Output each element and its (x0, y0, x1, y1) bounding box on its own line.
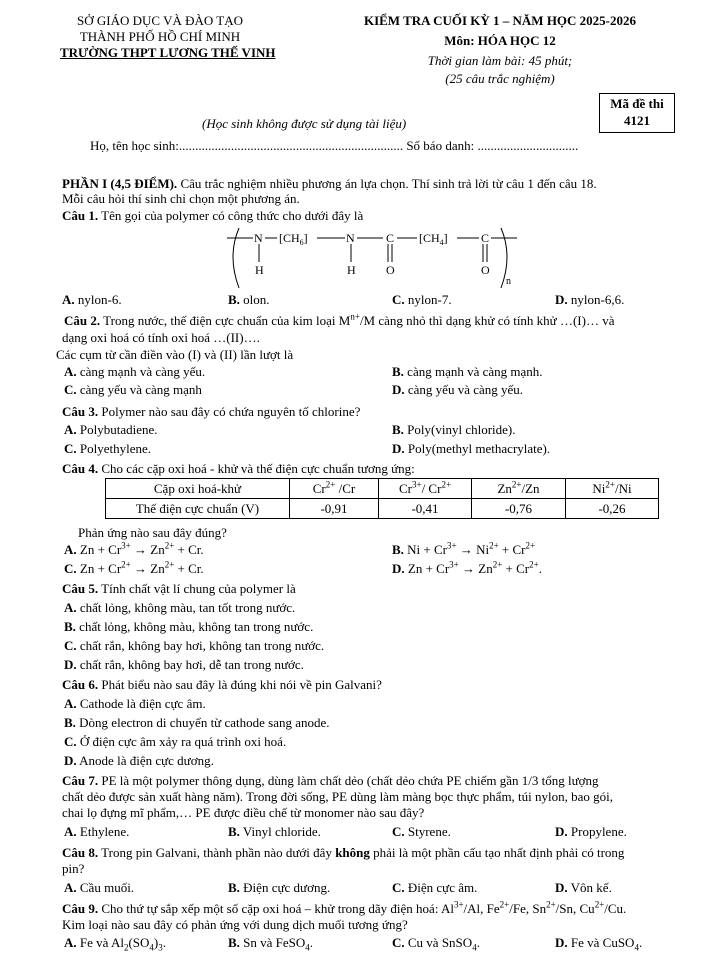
part1-instructions (62, 176, 687, 191)
exam-subject: Môn: HÓA HỌC 12 (444, 33, 556, 48)
table-header-potential: Thế điện cực chuẩn (V) (106, 499, 290, 519)
q1-option-d[interactable]: D. nylon-6,6. (555, 292, 625, 307)
table-cell-zn: $Zn^{2+}/Zn$ (472, 479, 566, 499)
part1-title: PHẦN I (4,5 ĐIỂM). (62, 176, 178, 191)
q1-label: Câu 1. (62, 208, 99, 223)
q4-stem: Câu 4. Cho các cặp oxi hoá - khử và thế điện cực chuẩn tương ứng: (62, 461, 415, 476)
part1-text: Câu trắc nghiệm nhiều phương án lựa chọn. Thí sinh trả lời từ câu 1 đến câu 18. (177, 176, 597, 191)
q9-stem: Câu 9. Cho thứ tự sắp xếp một số cặp oxi hoá – khử trong dãy điện hoá: $Al^{3+}/Al$, $Fe^{2+}/Fe$, $Sn^{2+}/Sn$, $Cu^{2+}/Cu$. (62, 899, 627, 916)
school-name: TRƯỜNG THPT LƯƠNG THẾ VINH (60, 45, 276, 60)
q5-label: Câu 5. (62, 581, 99, 596)
q4-question: Phản ứng nào sau đây đúng? (78, 525, 227, 540)
q1-atom-c1: C (386, 231, 395, 245)
q2-label: Câu 2. (64, 313, 101, 328)
table-cell-ni: $Ni^{2+}/Ni$ (566, 479, 659, 499)
q6-label: Câu 6. (62, 677, 99, 692)
q3-option-a[interactable]: A. Polybutadiene. (64, 422, 158, 437)
q6-option-d[interactable]: D. Anode là điện cực dương. (64, 753, 214, 768)
q7-stem-3: chai lọ đựng mĩ phẩm,… PE được điều chế từ monomer nào sau đây? (62, 805, 425, 820)
q5-option-d[interactable]: D. chất rắn, không bay hơi, dễ tan trong nước. (64, 657, 304, 672)
no-materials-note: (Học sinh không được sử dụng tài liệu) (202, 116, 407, 131)
table-cell-cr2: $Cr^{2+}$ /Cr (290, 479, 379, 499)
q1-atom-n2: N (346, 231, 355, 245)
exam-code-box (599, 93, 675, 133)
q2-option-d[interactable]: D. càng yếu và càng yếu. (392, 382, 524, 397)
q4-option-d[interactable]: D. $Zn + Cr^{3+} \to Zn^{2+} + Cr^{2+}$. (392, 559, 542, 576)
q1-subscript-n: n (506, 276, 511, 287)
q1-option-a[interactable]: A. nylon-6. (62, 292, 122, 307)
q7-stem-2: chất dẻo được sản xuất hàng năm). Trong đời sống, PE dùng làm màng bọc thực phẩm, túi nylon, bao gói, (62, 789, 614, 804)
exam-code-label: Mã đề thi (610, 96, 664, 111)
q6-stem: Câu 6. Phát biểu nào sau đây là đúng khi nói về pin Galvani? (62, 677, 382, 692)
q1-polymer-formula (225, 224, 525, 292)
city-name: THÀNH PHỐ HỒ CHÍ MINH (79, 29, 241, 44)
table-value: -0,41 (379, 499, 472, 519)
q6-option-c[interactable]: C. Ở điện cực âm xảy ra quá trình oxi hoá. (64, 734, 287, 749)
q7-option-c[interactable]: C. Styrene. (392, 824, 451, 839)
q4-option-c[interactable]: C. $Zn + Cr^{2+} \to Zn^{2+} + Cr$. (64, 559, 204, 576)
q7-stem: Câu 7. PE là một polymer thông dụng, dùng làm chất dẻo (chất dẻo chứa PE chiếm gần 1/3 tổng lượng (62, 773, 599, 788)
q7-option-d[interactable]: D. Propylene. (555, 824, 627, 839)
q6-option-b[interactable]: B. Dòng electron di chuyển từ cathode sang anode. (64, 715, 330, 730)
q2-option-c[interactable]: C. càng yếu và càng mạnh (64, 382, 202, 397)
q8-stem: Câu 8. Trong pin Galvani, thành phần nào dưới đây không phải là một phần cấu tạo nhất định phải có trong (62, 845, 625, 860)
q1-atom-c2: C (481, 231, 490, 245)
table-value: -0,76 (472, 499, 566, 519)
exam-title: KIỂM TRA CUỐI KỲ 1 – NĂM HỌC 2025-2026 (363, 13, 637, 28)
q5-option-c[interactable]: C. chất rắn, không bay hơi, không tan trong nước. (64, 638, 325, 653)
exam-code: 4121 (624, 113, 650, 128)
q1-stem (62, 208, 687, 223)
exam-count: (25 câu trắc nghiệm) (445, 71, 555, 86)
q3-option-d[interactable]: D. Poly(methyl methacrylate). (392, 441, 551, 456)
exam-time: Thời gian làm bài: 45 phút; (427, 53, 573, 68)
q1-atom-h2: H (347, 263, 356, 277)
q8-stem-2: pin? (62, 861, 85, 876)
table-value: -0,26 (566, 499, 659, 519)
table-row (106, 499, 659, 519)
q8-label: Câu 8. (62, 845, 99, 860)
dept-name: SỞ GIÁO DỤC VÀ ĐÀO TẠO (77, 13, 243, 28)
q6-option-a[interactable]: A. Cathode là điện cực âm. (64, 696, 206, 711)
q8-option-d[interactable]: D. Vôn kế. (555, 880, 612, 895)
q1-ch2-group-1: $[CH_6]$ (279, 231, 308, 247)
table-value: -0,91 (290, 499, 379, 519)
q9-option-b[interactable]: B. Sn và FeSO$_4$. (228, 935, 314, 953)
q7-label: Câu 7. (62, 773, 99, 788)
q2-stem-2: dạng oxi hoá có tính oxi hoá …(II)…. (62, 330, 260, 345)
q9-option-c[interactable]: C. Cu và SnSO$_4$. (392, 935, 480, 953)
q1-atom-h1: H (255, 263, 264, 277)
q1-ch2-group-2: $[CH_4]$ (419, 231, 448, 247)
q5-stem: Câu 5. Tính chất vật lí chung của polymer là (62, 581, 296, 596)
q3-option-c[interactable]: C. Polyethylene. (64, 441, 152, 456)
q2-stem-3: Các cụm từ cần điền vào (I) và (II) lần lượt là (56, 347, 294, 362)
q8-option-a[interactable]: A. Cầu muối. (64, 880, 135, 895)
q5-option-b[interactable]: B. chất lỏng, không màu, không tan trong nước. (64, 619, 314, 634)
q2-stem: Câu 2. Trong nước, thế điện cực chuẩn của kim loại $M^{n+}/M$ càng nhỏ thì dạng khử có tính khử …(I)… và (64, 311, 615, 328)
q8-option-c[interactable]: C. Điện cực âm. (392, 880, 478, 895)
q2-option-a[interactable]: A. càng mạnh và càng yếu. (64, 364, 206, 379)
q5-option-a[interactable]: A. chất lỏng, không màu, tan tốt trong nước. (64, 600, 296, 615)
q8-option-b[interactable]: B. Điện cực dương. (228, 880, 331, 895)
q1-option-b[interactable]: B. olon. (228, 292, 270, 307)
q3-option-b[interactable]: B. Poly(vinyl chloride). (392, 422, 516, 437)
q9-label: Câu 9. (62, 901, 99, 916)
q4-option-a[interactable]: A. $Zn + Cr^{3+} \to Zn^{2+} + Cr$. (64, 540, 204, 557)
table-row (106, 479, 659, 499)
redox-potential-table (105, 478, 659, 519)
q1-atom-n1: N (254, 231, 263, 245)
q7-option-a[interactable]: A. Ethylene. (64, 824, 130, 839)
q4-label: Câu 4. (62, 461, 99, 476)
q3-label: Câu 3. (62, 404, 99, 419)
q9-stem-2: Kim loại nào sau đây có phản ứng với dung dịch muối tương ứng? (62, 917, 408, 932)
student-name-line: Họ, tên học sinh:..................................................................... Số báo danh: ............................... (90, 138, 579, 153)
part1-instructions-2: Mỗi câu hỏi thí sinh chỉ chọn một phương án. (62, 191, 300, 206)
table-header-pair: Cặp oxi hoá-khử (106, 479, 290, 499)
q1-atom-o1: O (386, 263, 395, 277)
q9-option-d[interactable]: D. Fe và CuSO$_4$. (555, 935, 643, 953)
q9-option-a[interactable]: A. Fe và $Al_2(SO_4)_3$. (64, 935, 166, 953)
q3-stem: Câu 3. Polymer nào sau đây có chứa nguyên tố chlorine? (62, 404, 361, 419)
q2-option-b[interactable]: B. càng mạnh và càng mạnh. (392, 364, 543, 379)
q7-option-b[interactable]: B. Vinyl chloride. (228, 824, 321, 839)
q1-option-c[interactable]: C. nylon-7. (392, 292, 452, 307)
table-cell-cr3: $Cr^{3+}/$ $Cr^{2+}$ (379, 479, 472, 499)
q4-option-b[interactable]: B. $Ni + Cr^{3+} \to Ni^{2+} + Cr^{2+}$ (392, 540, 536, 557)
q1-atom-o2: O (481, 263, 490, 277)
q1-text: Tên gọi của polymer có công thức cho dưới đây là (98, 208, 364, 223)
